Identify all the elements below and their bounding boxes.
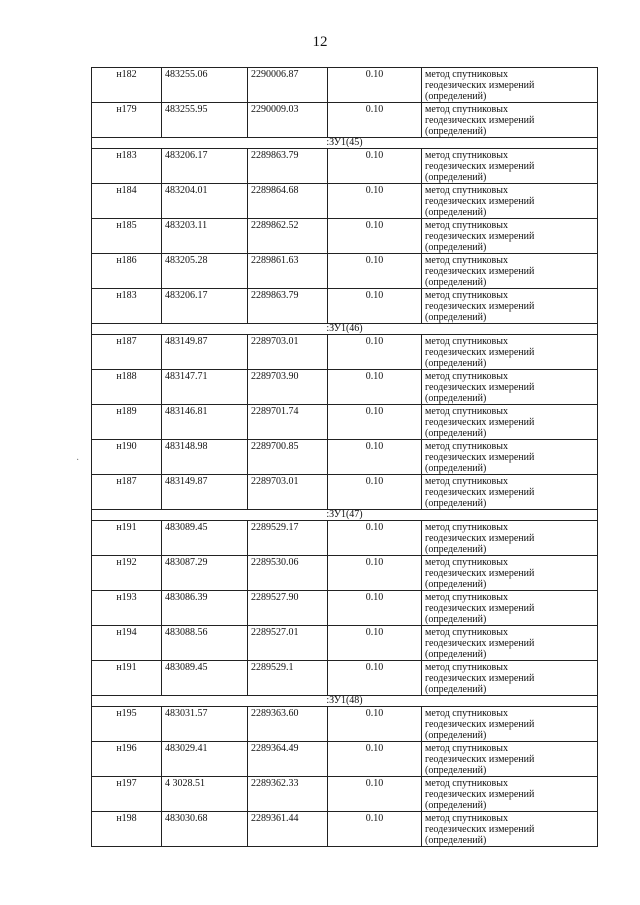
method-line: метод спутниковых <box>425 104 508 115</box>
point-name-cell: н179 <box>92 103 162 138</box>
method-line: геодезических измерений <box>425 161 535 172</box>
section-label: :ЗУ1(46) <box>92 324 598 335</box>
method-line: геодезических измерений <box>425 638 535 649</box>
point-name-cell: н185 <box>92 219 162 254</box>
point-name-cell: н191 <box>92 661 162 696</box>
table-row <box>92 184 598 219</box>
x-coordinate-cell: 483148.98 <box>162 440 248 475</box>
table-row <box>92 777 598 812</box>
accuracy-cell: 0.10 <box>328 370 422 405</box>
method-line: геодезических измерений <box>425 196 535 207</box>
method-line: метод спутниковых <box>425 592 508 603</box>
method-line: метод спутниковых <box>425 778 508 789</box>
accuracy-cell: 0.10 <box>328 335 422 370</box>
method-line: (определений) <box>425 614 487 625</box>
method-cell <box>422 742 598 777</box>
page-number: 12 <box>312 34 328 50</box>
point-name-cell: н191 <box>92 521 162 556</box>
accuracy-cell: 0.10 <box>328 440 422 475</box>
method-line: (определений) <box>425 207 487 218</box>
accuracy-cell: 0.10 <box>328 556 422 591</box>
x-coordinate-cell: 483146.81 <box>162 405 248 440</box>
x-coordinate-cell: 483147.71 <box>162 370 248 405</box>
x-coordinate-cell: 4 3028.51 <box>162 777 248 812</box>
x-coordinate-cell: 483204.01 <box>162 184 248 219</box>
method-line: (определений) <box>425 358 487 369</box>
accuracy-cell: 0.10 <box>328 149 422 184</box>
y-coordinate-cell: 2289529.17 <box>248 521 328 556</box>
method-line: (определений) <box>425 172 487 183</box>
y-coordinate-cell: 2289701.74 <box>248 405 328 440</box>
method-line: (определений) <box>425 765 487 776</box>
table-row <box>92 149 598 184</box>
y-coordinate-cell: 2289361.44 <box>248 812 328 847</box>
table-row <box>92 440 598 475</box>
x-coordinate-cell: 483089.45 <box>162 661 248 696</box>
x-coordinate-cell: 483149.87 <box>162 475 248 510</box>
method-cell <box>422 777 598 812</box>
point-name-cell: н197 <box>92 777 162 812</box>
x-coordinate-cell: 483205.28 <box>162 254 248 289</box>
table-row <box>92 812 598 847</box>
table-row <box>92 103 598 138</box>
method-cell <box>422 591 598 626</box>
method-line: метод спутниковых <box>425 522 508 533</box>
method-line: (определений) <box>425 835 487 846</box>
accuracy-cell: 0.10 <box>328 219 422 254</box>
section-header-row <box>92 696 598 707</box>
point-name-cell: н188 <box>92 370 162 405</box>
section-header-row <box>92 138 598 149</box>
method-line: (определений) <box>425 242 487 253</box>
method-line: геодезических измерений <box>425 347 535 358</box>
method-line: метод спутниковых <box>425 336 508 347</box>
method-line: геодезических измерений <box>425 487 535 498</box>
method-line: геодезических измерений <box>425 417 535 428</box>
y-coordinate-cell: 2289530.06 <box>248 556 328 591</box>
point-name-cell: н187 <box>92 335 162 370</box>
x-coordinate-cell: 483149.87 <box>162 335 248 370</box>
point-name-cell: н190 <box>92 440 162 475</box>
x-coordinate-cell: 483087.29 <box>162 556 248 591</box>
method-line: (определений) <box>425 428 487 439</box>
method-line: метод спутниковых <box>425 662 508 673</box>
table-row <box>92 707 598 742</box>
method-line: метод спутниковых <box>425 185 508 196</box>
accuracy-cell: 0.10 <box>328 777 422 812</box>
point-name-cell: н187 <box>92 475 162 510</box>
section-header-row <box>92 510 598 521</box>
point-name-cell: н184 <box>92 184 162 219</box>
method-line: геодезических измерений <box>425 301 535 312</box>
point-name-cell: н194 <box>92 626 162 661</box>
table-row <box>92 661 598 696</box>
method-line: геодезических измерений <box>425 789 535 800</box>
y-coordinate-cell: 2289527.01 <box>248 626 328 661</box>
accuracy-cell: 0.10 <box>328 521 422 556</box>
table-row <box>92 219 598 254</box>
method-line: геодезических измерений <box>425 719 535 730</box>
x-coordinate-cell: 483255.95 <box>162 103 248 138</box>
x-coordinate-cell: 483031.57 <box>162 707 248 742</box>
method-cell <box>422 556 598 591</box>
y-coordinate-cell: 2289703.01 <box>248 335 328 370</box>
method-line: метод спутниковых <box>425 371 508 382</box>
table-row <box>92 370 598 405</box>
method-cell <box>422 254 598 289</box>
method-line: геодезических измерений <box>425 452 535 463</box>
table-row <box>92 591 598 626</box>
point-name-cell: н186 <box>92 254 162 289</box>
accuracy-cell: 0.10 <box>328 184 422 219</box>
method-cell <box>422 149 598 184</box>
y-coordinate-cell: 2289863.79 <box>248 289 328 324</box>
method-line: метод спутниковых <box>425 708 508 719</box>
table-row <box>92 254 598 289</box>
method-line: геодезических измерений <box>425 533 535 544</box>
method-cell <box>422 370 598 405</box>
y-coordinate-cell: 2289863.79 <box>248 149 328 184</box>
x-coordinate-cell: 483086.39 <box>162 591 248 626</box>
x-coordinate-cell: 483089.45 <box>162 521 248 556</box>
method-line: (определений) <box>425 579 487 590</box>
method-line: геодезических измерений <box>425 231 535 242</box>
method-cell <box>422 707 598 742</box>
method-line: метод спутниковых <box>425 290 508 301</box>
table-row <box>92 335 598 370</box>
accuracy-cell: 0.10 <box>328 591 422 626</box>
section-label: :ЗУ1(48) <box>92 696 598 707</box>
accuracy-cell: 0.10 <box>328 103 422 138</box>
method-line: геодезических измерений <box>425 673 535 684</box>
table-row <box>92 289 598 324</box>
method-cell <box>422 405 598 440</box>
section-label: :ЗУ1(45) <box>92 138 598 149</box>
method-line: (определений) <box>425 393 487 404</box>
method-line: (определений) <box>425 463 487 474</box>
x-coordinate-cell: 483206.17 <box>162 149 248 184</box>
method-line: геодезических измерений <box>425 80 535 91</box>
accuracy-cell: 0.10 <box>328 289 422 324</box>
method-cell <box>422 440 598 475</box>
method-line: геодезических измерений <box>425 568 535 579</box>
method-line: метод спутниковых <box>425 476 508 487</box>
margin-mark: · <box>76 455 80 466</box>
accuracy-cell: 0.10 <box>328 68 422 103</box>
point-name-cell: н198 <box>92 812 162 847</box>
point-name-cell: н183 <box>92 149 162 184</box>
method-line: метод спутниковых <box>425 441 508 452</box>
table-row <box>92 405 598 440</box>
table-row <box>92 521 598 556</box>
method-line: геодезических измерений <box>425 603 535 614</box>
method-cell <box>422 626 598 661</box>
y-coordinate-cell: 2289703.01 <box>248 475 328 510</box>
accuracy-cell: 0.10 <box>328 707 422 742</box>
x-coordinate-cell: 483206.17 <box>162 289 248 324</box>
table-row <box>92 556 598 591</box>
method-line: геодезических измерений <box>425 266 535 277</box>
method-line: (определений) <box>425 498 487 509</box>
y-coordinate-cell: 2289527.90 <box>248 591 328 626</box>
method-line: геодезических измерений <box>425 824 535 835</box>
section-label: :ЗУ1(47) <box>92 510 598 521</box>
x-coordinate-cell: 483203.11 <box>162 219 248 254</box>
method-line: геодезических измерений <box>425 382 535 393</box>
method-cell <box>422 289 598 324</box>
point-name-cell: н182 <box>92 68 162 103</box>
x-coordinate-cell: 483088.56 <box>162 626 248 661</box>
method-line: геодезических измерений <box>425 115 535 126</box>
y-coordinate-cell: 2289700.85 <box>248 440 328 475</box>
method-line: (определений) <box>425 684 487 695</box>
method-line: (определений) <box>425 730 487 741</box>
point-name-cell: н189 <box>92 405 162 440</box>
method-cell <box>422 103 598 138</box>
method-cell <box>422 68 598 103</box>
method-line: (определений) <box>425 800 487 811</box>
accuracy-cell: 0.10 <box>328 475 422 510</box>
table-row <box>92 626 598 661</box>
method-line: метод спутниковых <box>425 627 508 638</box>
y-coordinate-cell: 2289864.68 <box>248 184 328 219</box>
coordinates-table <box>91 67 598 847</box>
method-line: метод спутниковых <box>425 150 508 161</box>
accuracy-cell: 0.10 <box>328 254 422 289</box>
method-line: (определений) <box>425 312 487 323</box>
y-coordinate-cell: 2290006.87 <box>248 68 328 103</box>
accuracy-cell: 0.10 <box>328 626 422 661</box>
method-line: (определений) <box>425 277 487 288</box>
method-line: (определений) <box>425 649 487 660</box>
method-cell <box>422 335 598 370</box>
method-line: (определений) <box>425 544 487 555</box>
method-line: метод спутниковых <box>425 255 508 266</box>
method-line: метод спутниковых <box>425 220 508 231</box>
x-coordinate-cell: 483255.06 <box>162 68 248 103</box>
y-coordinate-cell: 2289862.52 <box>248 219 328 254</box>
accuracy-cell: 0.10 <box>328 661 422 696</box>
point-name-cell: н192 <box>92 556 162 591</box>
y-coordinate-cell: 2289362.33 <box>248 777 328 812</box>
y-coordinate-cell: 2289861.63 <box>248 254 328 289</box>
method-cell <box>422 475 598 510</box>
point-name-cell: н196 <box>92 742 162 777</box>
accuracy-cell: 0.10 <box>328 742 422 777</box>
method-cell <box>422 521 598 556</box>
table-row <box>92 68 598 103</box>
method-line: метод спутниковых <box>425 557 508 568</box>
x-coordinate-cell: 483029.41 <box>162 742 248 777</box>
table-row <box>92 742 598 777</box>
section-header-row <box>92 324 598 335</box>
method-line: (определений) <box>425 126 487 137</box>
method-line: метод спутниковых <box>425 743 508 754</box>
method-cell <box>422 219 598 254</box>
x-coordinate-cell: 483030.68 <box>162 812 248 847</box>
accuracy-cell: 0.10 <box>328 812 422 847</box>
coordinates-table-body <box>92 68 598 847</box>
method-line: метод спутниковых <box>425 406 508 417</box>
y-coordinate-cell: 2289529.1 <box>248 661 328 696</box>
y-coordinate-cell: 2290009.03 <box>248 103 328 138</box>
point-name-cell: н193 <box>92 591 162 626</box>
y-coordinate-cell: 2289363.60 <box>248 707 328 742</box>
accuracy-cell: 0.10 <box>328 405 422 440</box>
point-name-cell: н195 <box>92 707 162 742</box>
method-line: (определений) <box>425 91 487 102</box>
point-name-cell: н183 <box>92 289 162 324</box>
method-line: геодезических измерений <box>425 754 535 765</box>
method-cell <box>422 184 598 219</box>
y-coordinate-cell: 2289364.49 <box>248 742 328 777</box>
method-line: метод спутниковых <box>425 813 508 824</box>
method-cell <box>422 812 598 847</box>
y-coordinate-cell: 2289703.90 <box>248 370 328 405</box>
method-cell <box>422 661 598 696</box>
method-line: метод спутниковых <box>425 69 508 80</box>
table-row <box>92 475 598 510</box>
